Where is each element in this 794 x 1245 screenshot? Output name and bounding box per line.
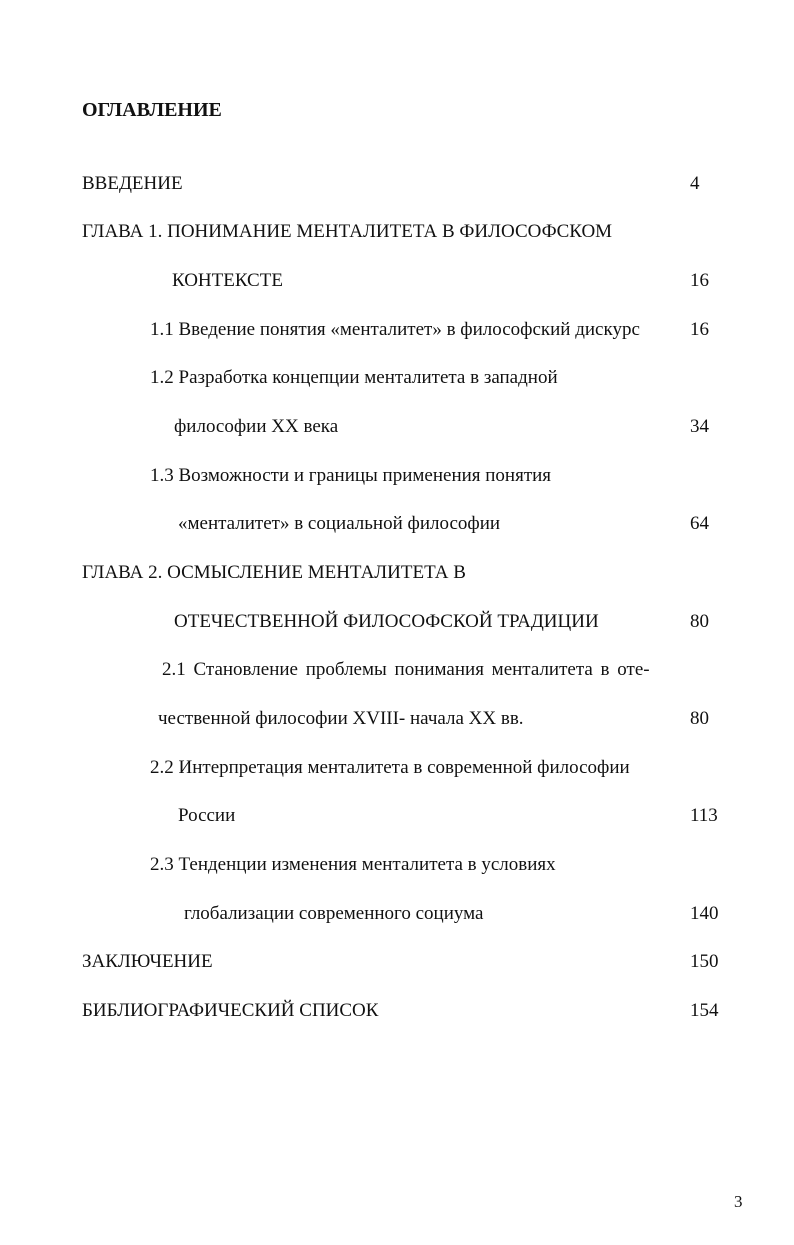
toc-entry-1-1: 1.1 Введение понятия «менталитет» в философский дискурс	[150, 319, 640, 340]
toc-page-bibliography: 154	[690, 1000, 719, 1021]
toc-entry-2-3-line1: 2.3 Тенденции изменения менталитета в условиях	[150, 854, 556, 875]
toc-page-2-1: 80	[690, 708, 709, 729]
toc-page-2-3: 140	[690, 903, 719, 924]
toc-entry-2-1-line1: 2.1 Становление проблемы понимания менталитета в оте-	[162, 659, 650, 680]
toc-page-chapter2: 80	[690, 611, 709, 632]
toc-entry-chapter1-line1: ГЛАВА 1. ПОНИМАНИЕ МЕНТАЛИТЕТА В ФИЛОСОФСКОМ	[82, 221, 613, 242]
toc-page-2-2: 113	[690, 805, 718, 826]
page-title: ОГЛАВЛЕНИЕ	[82, 99, 222, 121]
toc-page-1-1: 16	[690, 319, 709, 340]
toc-entry-bibliography: БИБЛИОГРАФИЧЕСКИЙ СПИСОК	[82, 1000, 379, 1021]
toc-entry-1-3-line2: «менталитет» в социальной философии	[178, 513, 501, 534]
toc-page-intro: 4	[690, 173, 700, 194]
toc-entry-2-3-line2: глобализации современного социума	[184, 903, 484, 924]
toc-entry-conclusion: ЗАКЛЮЧЕНИЕ	[82, 951, 213, 972]
toc-entry-2-2-line2: России	[178, 805, 236, 826]
toc-page-1-2: 34	[690, 416, 709, 437]
toc-page-conclusion: 150	[690, 951, 719, 972]
toc-entry-chapter2-line1: ГЛАВА 2. ОСМЫСЛЕНИЕ МЕНТАЛИТЕТА В	[82, 562, 466, 583]
toc-entry-2-2-line1: 2.2 Интерпретация менталитета в современной философии	[150, 757, 630, 778]
toc-page-chapter1: 16	[690, 270, 709, 291]
page-number: 3	[734, 1192, 743, 1211]
toc-entry-1-2-line2: философии XX века	[174, 416, 339, 437]
toc-entry-chapter1-line2: КОНТЕКСТЕ	[172, 270, 283, 291]
toc-page-1-3: 64	[690, 513, 709, 534]
toc-entry-2-1-line2: чественной философии XVIII- начала XX вв.	[158, 708, 524, 729]
toc-entry-1-2-line1: 1.2 Разработка концепции менталитета в западной	[150, 367, 558, 388]
toc-entry-1-3-line1: 1.3 Возможности и границы применения понятия	[150, 465, 552, 486]
toc-entry-intro: ВВЕДЕНИЕ	[82, 173, 183, 194]
toc-entry-chapter2-line2: ОТЕЧЕСТВЕННОЙ ФИЛОСОФСКОЙ ТРАДИЦИИ	[174, 611, 599, 632]
